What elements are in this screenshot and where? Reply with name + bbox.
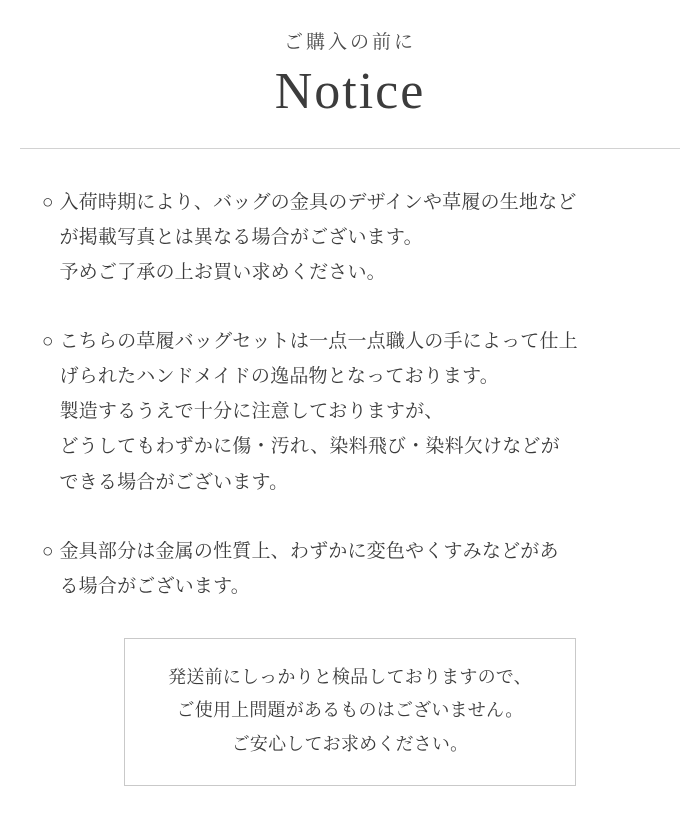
bullet-icon: ○ [42,191,54,213]
assurance-line: ご使用上問題があるものはございません。 [176,700,524,721]
header-subtitle: ご購入の前に [283,32,416,53]
note-text [59,534,658,604]
footer-area [0,638,700,832]
note-line: 製造するうえで十分に注意しておりますが、 [59,401,444,423]
note-text [59,185,658,290]
note-line: できる場合がございます。 [59,471,289,493]
page-title: Notice [274,62,426,120]
bullet-icon: ○ [42,540,54,562]
note-line: る場合がございます。 [59,575,250,597]
bullet-icon: ○ [42,331,54,353]
assurance-line: 発送前にしっかりと検品しておりますので、 [168,667,532,688]
note-line: げられたハンドメイドの逸品物となっております。 [59,366,499,388]
notice-list [0,149,700,639]
note-text [59,324,658,500]
note-line: こちらの草履バッグセットは一点一点職人の手によって仕上 [59,331,578,353]
list-item [42,185,658,290]
page-header [0,0,700,134]
note-line: 金具部分は金属の性質上、わずかに変色やくすみなどがあ [59,540,559,562]
note-line: 入荷時期により、バッグの金具のデザインや草履の生地など [59,191,577,213]
assurance-box [124,638,576,786]
list-item [42,324,658,500]
list-item [42,534,658,604]
note-line: が掲載写真とは異なる場合がございます。 [59,226,423,248]
note-line: 予めご了承の上お買い求めください。 [59,261,386,283]
assurance-line: ご安心してお求めください。 [231,733,469,754]
note-line: どうしてもわずかに傷・汚れ、染料飛び・染料欠けなどが [59,436,560,458]
